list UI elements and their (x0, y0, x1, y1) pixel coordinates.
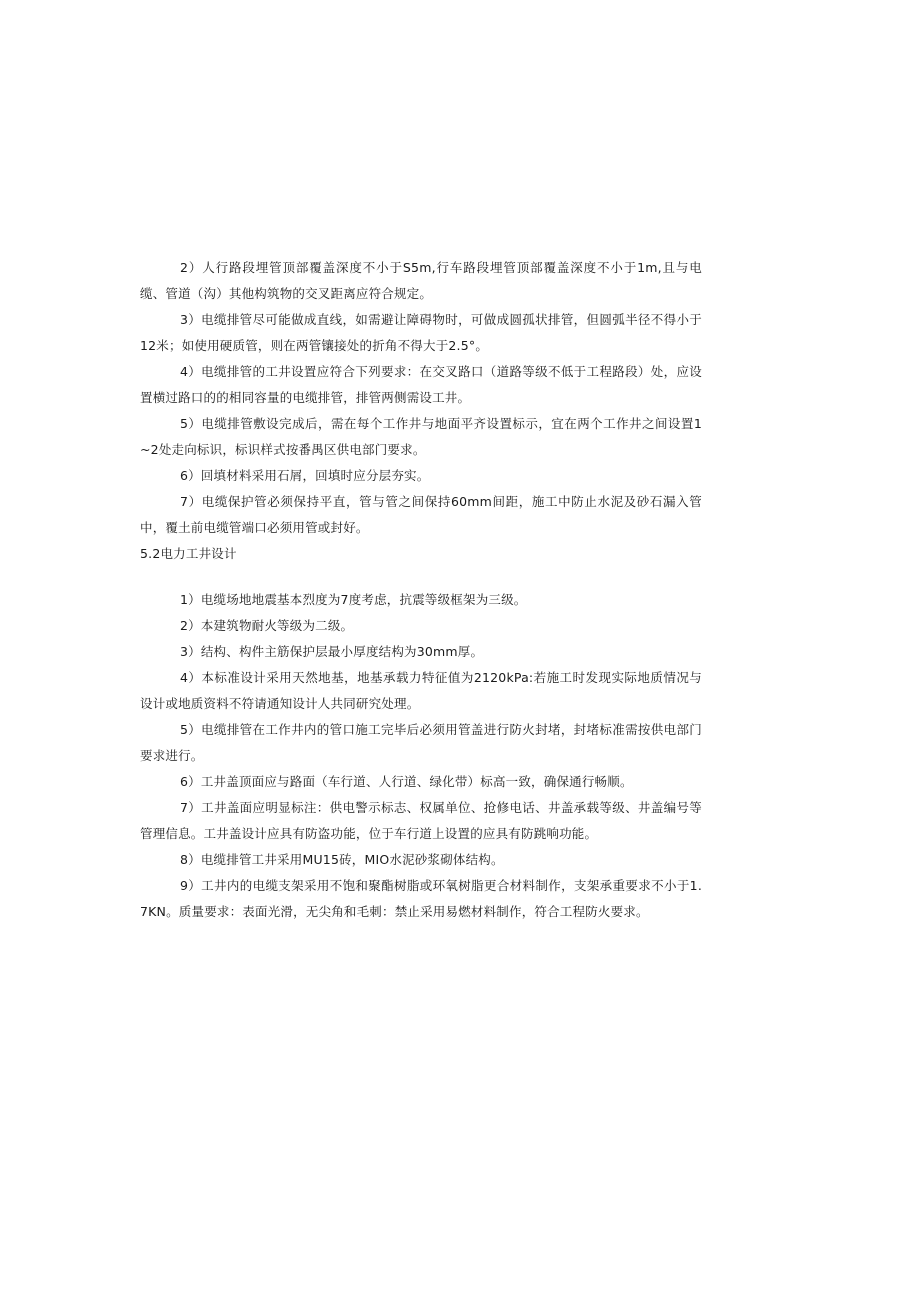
paragraph-5-2-item-1: 1）电缆场地地震基本烈度为7度考虑，抗震等级框架为三级。 (180, 592, 527, 607)
document-page (140, 255, 702, 925)
paragraph-5-1-item-3: 3）电缆排管尽可能做成直线，如需避让障碍物时，可做成圆孤状排管，但圆弧半径不得小于12米；如使用硬质管，则在两管镶接处的折角不得大于2.5°。 (140, 312, 702, 353)
paragraph-5-1-item-2: 2）人行路段埋管顶部覆盖深度不小于S5m,行车路段埋管顶部覆盖深度不小于1m,且与电缆、管道（沟）其他构筑物的交叉距离应符合规定。 (140, 260, 702, 301)
paragraph-5-2-item-9: 9）工井内的电缆支架采用不饱和聚酯树脂或环氧树脂更合材料制作，支架承重要求不小于1.7KN。质量要求：表面光滑，无尖角和毛刺：禁止采用易燃材料制作，符合工程防火要求。 (140, 878, 702, 919)
paragraph-5-1-item-4: 4）电缆排管的工井设置应符合下列要求：在交叉路口（道路等级不低于工程路段）处，应设置横过路口的的相同容量的电缆排管，排管两侧需设工井。 (140, 364, 702, 405)
paragraph-5-2-item-6: 6）工井盖顶面应与路面（车行道、人行道、绿化带）标高一致，确保通行畅顺。 (180, 774, 633, 789)
paragraph-5-2-item-8: 8）电缆排管工井采用MU15砖，MIO水泥砂浆砌体结构。 (180, 852, 504, 867)
paragraph-5-2-item-2: 2）本建筑物耐火等级为二级。 (180, 618, 354, 633)
paragraph-5-1-item-6: 6）回填材料采用石屑，回填时应分层夯实。 (180, 468, 430, 483)
paragraph-5-2-item-7: 7）工井盖面应明显标注：供电警示标志、权属单位、抢修电话、井盖承载等级、井盖编号等管理信息。工井盖设计应具有防盗功能，位于车行道上设置的应具有防跳响功能。 (140, 800, 702, 841)
paragraph-5-1-item-7: 7）电缆保护管必须保持平直，管与管之间保持60mm间距，施工中防止水泥及砂石漏入管中，覆土前电缆管端口必须用管或封好。 (140, 494, 702, 535)
paragraph-5-1-item-5: 5）电缆排管敷设完成后，需在每个工作井与地面平齐设置标示，宜在两个工作井之间设置1~2处走向标识，标识样式按番禺区供电部门要求。 (140, 416, 702, 457)
paragraph-5-2-item-5: 5）电缆排管在工作井内的管口施工完毕后必须用管盖进行防火封堵，封堵标准需按供电部门要求进行。 (140, 722, 702, 763)
paragraph-5-2-item-4: 4）本标准设计采用天然地基，地基承载力特征值为2120kPa:若施工时发现实际地质情况与设计或地质资料不符请通知设计人共同研究处理。 (140, 670, 702, 711)
paragraph-5-2-item-3: 3）结构、构件主筋保护层最小厚度结构为30mm厚。 (180, 644, 484, 659)
section-heading-5-2: 5.2电力工井设计 (140, 546, 237, 561)
